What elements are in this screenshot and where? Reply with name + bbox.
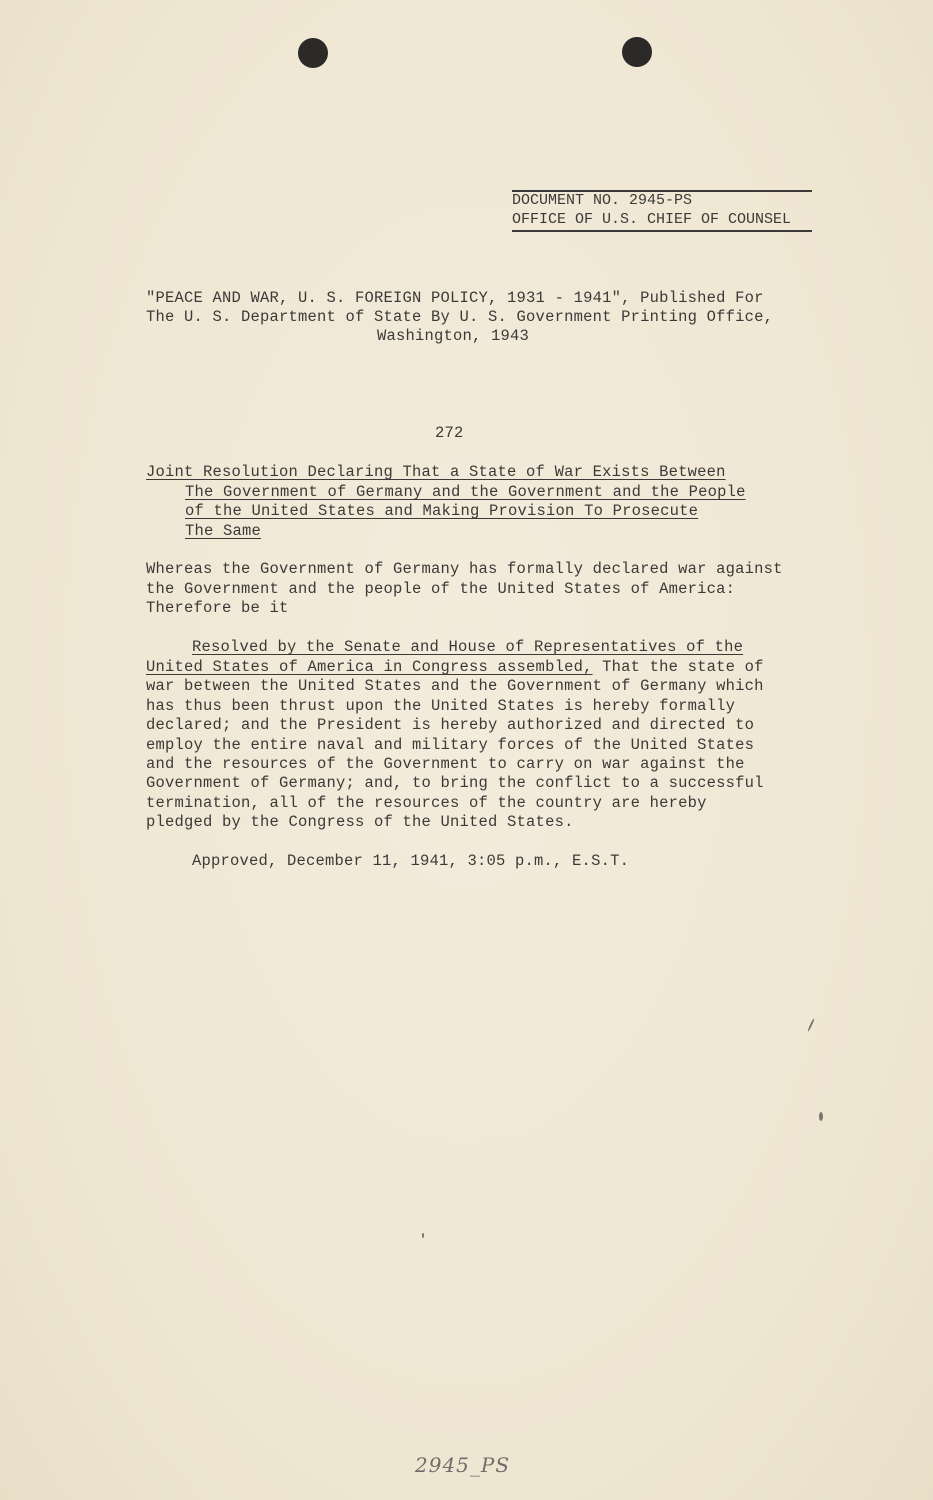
resolution-title-line-4: The Same xyxy=(185,522,262,540)
page-number: 272 xyxy=(435,424,464,442)
citation-line-1: "PEACE AND WAR, U. S. FOREIGN POLICY, 1931 - 1941", Published For xyxy=(146,289,764,307)
paper-speck xyxy=(819,1112,823,1121)
punch-hole-right xyxy=(622,37,652,67)
resolved-enacting-clause: United States of America in Congress assembled, xyxy=(146,658,593,676)
document-number: DOCUMENT NO. 2945-PS xyxy=(512,192,693,209)
resolution-title-line-3: of the United States and Making Provision To Prosecute xyxy=(185,502,699,520)
resolved-line-4: has thus been thrust upon the United States is hereby formally xyxy=(146,697,736,715)
resolved-line-10: pledged by the Congress of the United States. xyxy=(146,813,574,831)
whereas-line-3: Therefore be it xyxy=(146,599,289,617)
resolved-line-6: employ the entire naval and military forces of the United States xyxy=(146,736,755,754)
resolved-line-1: Resolved by the Senate and House of Representatives of the xyxy=(192,638,744,656)
resolution-title-line-1: Joint Resolution Declaring That a State of War Exists Between xyxy=(146,463,726,481)
paper-mark xyxy=(807,1018,815,1032)
office-label: OFFICE OF U.S. CHIEF OF COUNSEL xyxy=(512,211,792,228)
whereas-line-1: Whereas the Government of Germany has formally declared war against xyxy=(146,560,783,578)
resolved-line-8: Government of Germany; and, to bring the conflict to a successful xyxy=(146,774,764,792)
resolved-line-2 xyxy=(146,658,764,678)
resolved-line-5: declared; and the President is hereby authorized and directed to xyxy=(146,716,755,734)
punch-hole-left xyxy=(298,38,328,68)
resolved-line-7: and the resources of the Government to carry on war against the xyxy=(146,755,745,773)
paper-speck xyxy=(422,1233,424,1238)
approval-line: Approved, December 11, 1941, 3:05 p.m., E.S.T. xyxy=(192,852,630,870)
document-header xyxy=(512,191,812,229)
whereas-line-2: the Government and the people of the United States of America: xyxy=(146,580,736,598)
citation-line-2: The U. S. Department of State By U. S. Government Printing Office, xyxy=(146,308,774,326)
resolved-line-9: termination, all of the resources of the country are hereby xyxy=(146,794,707,812)
citation-line-3: Washington, 1943 xyxy=(377,327,530,345)
header-bottom-rule xyxy=(512,230,812,232)
resolved-line-2-rest: That the state of xyxy=(592,658,764,676)
resolution-title-line-2: The Government of Germany and the Government and the People xyxy=(185,483,746,501)
resolved-line-3: war between the United States and the Government of Germany which xyxy=(146,677,764,695)
handwritten-document-mark: 2945_PS xyxy=(415,1453,511,1477)
